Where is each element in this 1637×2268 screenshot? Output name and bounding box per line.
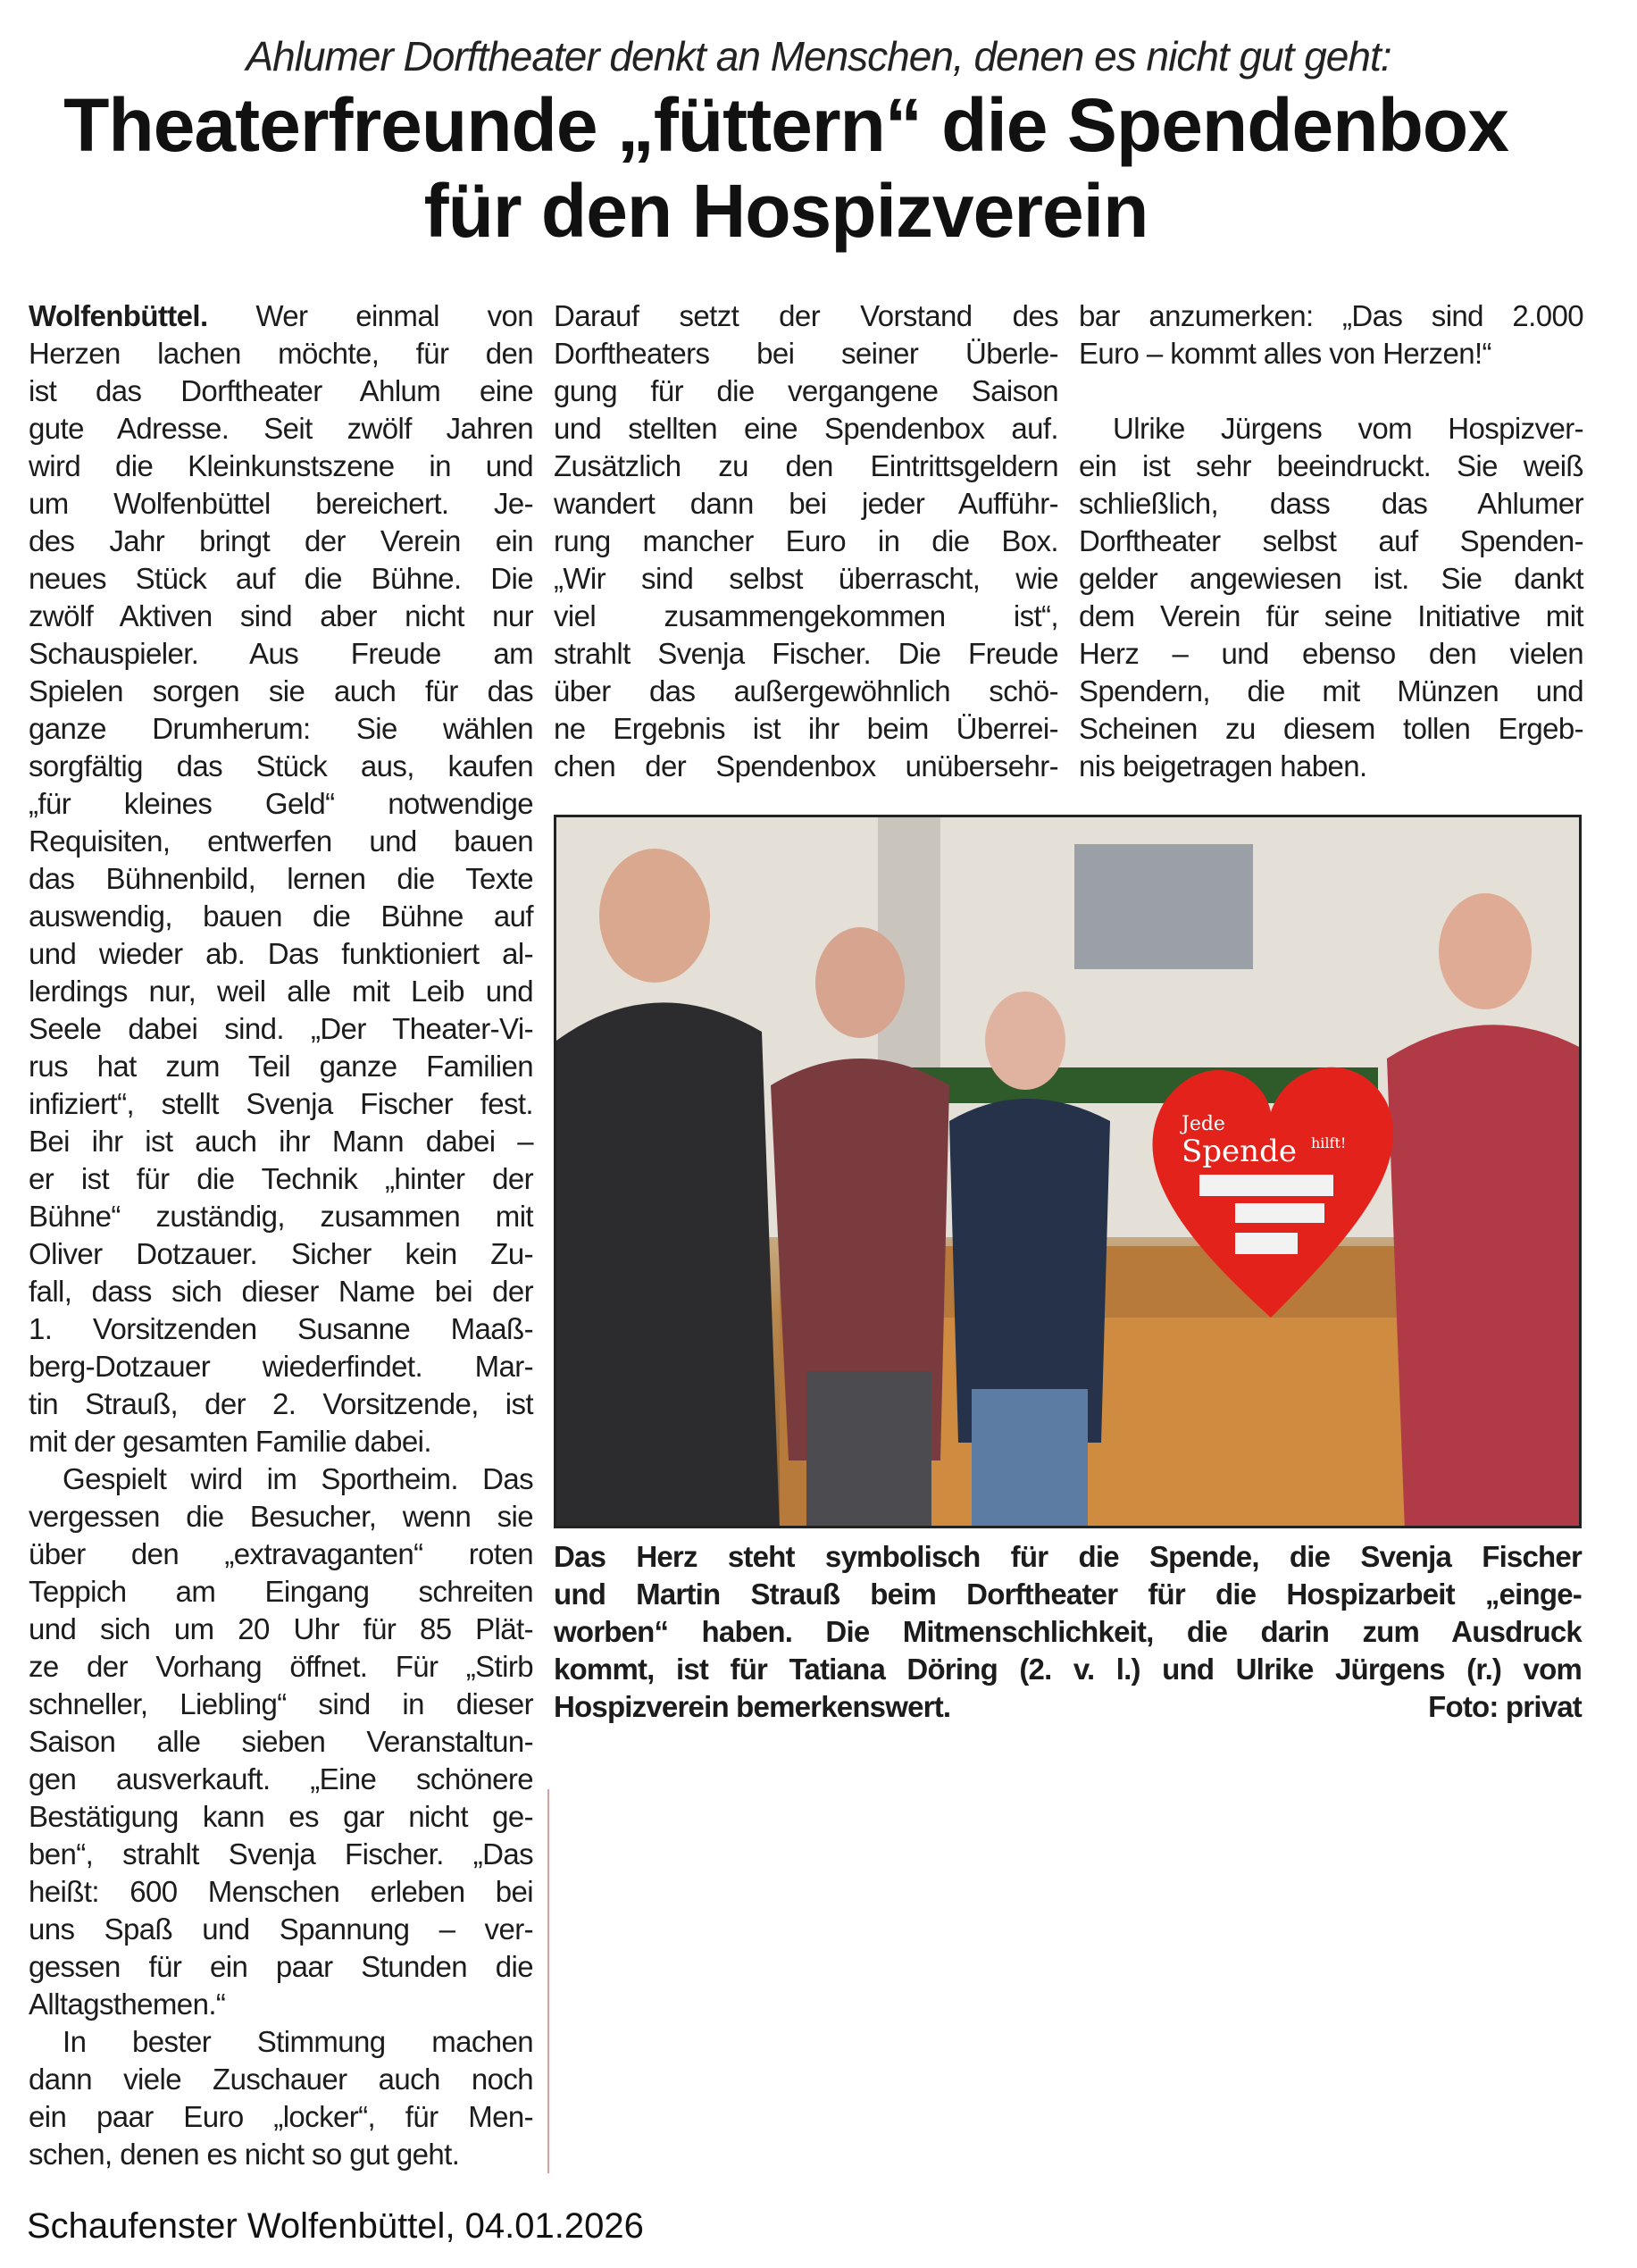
article-text-line: schließlich, dass das Ahlumer — [1079, 487, 1583, 520]
article-text-line: er ist für die Technik „hinter der — [29, 1162, 533, 1195]
article-text-line: Alltagsthemen.“ — [29, 1988, 226, 2021]
article-text-line: Bei ihr ist auch ihr Mann dabei – — [29, 1125, 533, 1158]
article-text-line: dem Verein für seine Initiative mit — [1079, 599, 1583, 632]
article-text-line: Dorftheaters bei seiner Überle- — [554, 337, 1058, 370]
source-footer: Schaufenster Wolfenbüttel, 04.01.2026 — [27, 2206, 644, 2246]
caption-line: kommt, ist für Tatiana Döring (2. v. l.) und Ulrike Jürgens (r.) vom — [554, 1653, 1582, 1686]
wall-painting — [1074, 844, 1253, 969]
article-text-line: sorgfältig das Stück aus, kaufen — [29, 749, 533, 783]
article-text-line: In bester Stimmung machen — [63, 2025, 533, 2058]
article-text-line: Teppich am Eingang schreiten — [29, 1575, 533, 1608]
article-text-line — [29, 297, 533, 335]
article-text-line: viel zusammengekommen ist“, — [554, 599, 1058, 632]
article-text-line: neues Stück auf die Bühne. Die — [29, 562, 533, 595]
dateline: Wolfenbüttel. — [29, 299, 208, 332]
article-text-line: strahlt Svenja Fischer. Die Freude — [554, 637, 1058, 670]
article-text-line: des Jahr bringt der Verein ein — [29, 524, 533, 557]
caption-line: worben“ haben. Die Mitmenschlichkeit, die darin zum Ausdruck — [554, 1615, 1582, 1648]
article-text-line: lerdings nur, weil alle mit Leib und — [29, 975, 533, 1008]
article-text-line: Scheinen zu diesem tollen Ergeb- — [1079, 712, 1583, 745]
column-rule — [547, 1789, 549, 2173]
article-text-line: „für kleines Geld“ notwendige — [29, 787, 533, 820]
kicker-headline: Ahlumer Dorftheater denkt an Menschen, denen es nicht gut geht: — [246, 33, 1391, 80]
article-text-line: ein ist sehr beeindruckt. Sie weiß — [1079, 449, 1583, 482]
article-text-line: Saison alle sieben Veranstaltun- — [29, 1725, 533, 1758]
article-text-line: nis beigetragen haben. — [1079, 749, 1367, 783]
heart-text: Spende — [1182, 1134, 1297, 1169]
article-text-line: und wieder ab. Das funktioniert al- — [29, 937, 533, 970]
article-text-line: auswendig, bauen die Bühne auf — [29, 900, 533, 933]
article-text-line: vergessen die Besucher, wenn sie — [29, 1500, 533, 1533]
article-column-2 — [554, 297, 1058, 785]
headline — [0, 82, 1572, 254]
article-column-1 — [29, 297, 533, 2173]
article-text-line: 1. Vorsitzenden Susanne Maaß- — [29, 1312, 533, 1345]
article-text-line: ist das Dorftheater Ahlum eine — [29, 374, 533, 407]
article-text-line: wandert dann bei jeder Aufführ- — [554, 487, 1058, 520]
text: Wer einmal von — [207, 299, 533, 332]
article-text-line: Euro – kommt alles von Herzen!“ — [1079, 337, 1491, 370]
article-text-line: Darauf setzt der Vorstand des — [554, 299, 1058, 332]
article-photo — [554, 815, 1582, 1528]
caption-text: Hospizverein bemerkenswert. — [554, 1690, 951, 1723]
article-text-line: schen, denen es nicht so gut geht. — [29, 2138, 460, 2171]
article-text-line: über das außergewöhnlich schö- — [554, 674, 1058, 707]
article-text-line: gelder angewiesen ist. Sie dankt — [1079, 562, 1583, 595]
article-text-line: um Wolfenbüttel bereichert. Je- — [29, 487, 533, 520]
article-text-line: heißt: 600 Menschen erleben bei — [29, 1875, 533, 1908]
headline-line: für den Hospizverein — [423, 169, 1148, 253]
caption-line: Das Herz steht symbolisch für die Spende, die Svenja Fischer — [554, 1540, 1582, 1573]
article-text-line: zwölf Aktiven sind aber nicht nur — [29, 599, 533, 632]
paragraph-gap — [1079, 372, 1583, 410]
article-text-line: und stellten eine Spendenbox auf. — [554, 412, 1058, 445]
photo-caption — [554, 1538, 1582, 1726]
article-text-line: bar anzumerken: „Das sind 2.000 — [1079, 299, 1583, 332]
photo-credit: Foto: privat — [1428, 1690, 1582, 1723]
article-text-line: wird die Kleinkunstszene in und — [29, 449, 533, 482]
headline-line: Theaterfreunde „füttern“ die Spendenbox — [63, 83, 1508, 167]
caption-line: und Martin Strauß beim Dorftheater für die Hospizarbeit „einge- — [554, 1578, 1582, 1611]
article-text-line: Spielen sorgen sie auch für das — [29, 674, 533, 707]
article-text-line: ben“, strahlt Svenja Fischer. „Das — [29, 1837, 533, 1870]
article-text-line: mit der gesamten Familie dabei. — [29, 1425, 431, 1458]
caption-line-last — [554, 1688, 1582, 1726]
heart-text: hilft! — [1311, 1134, 1347, 1151]
article-text-line: gung für die vergangene Saison — [554, 374, 1058, 407]
article-text-line: Zusätzlich zu den Eintrittsgeldern — [554, 449, 1058, 482]
article-text-line: Dorftheater selbst auf Spenden- — [1079, 524, 1583, 557]
article-text-line: fall, dass sich dieser Name bei der — [29, 1275, 533, 1308]
article-text-line: Herz – und ebenso den vielen — [1079, 637, 1583, 670]
heart-text: Jede — [1182, 1113, 1225, 1135]
article-text-line: Requisiten, entwerfen und bauen — [29, 824, 533, 858]
article-text-line: ne Ergebnis ist ihr beim Überrei- — [554, 712, 1058, 745]
article-text-line: ein paar Euro „locker“, für Men- — [29, 2100, 533, 2133]
article-column-3 — [1079, 297, 1583, 785]
article-text-line: schneller, Liebling“ sind in dieser — [29, 1687, 533, 1720]
article-text-line: dann viele Zuschauer auch noch — [29, 2063, 533, 2096]
article-text-line: ganze Drumherum: Sie wählen — [29, 712, 533, 745]
article-text-line: Spendern, die mit Münzen und — [1079, 674, 1583, 707]
article-text-line: rung mancher Euro in die Box. — [554, 524, 1058, 557]
article-text-line: das Bühnenbild, lernen die Texte — [29, 862, 533, 895]
article-text-line: Seele dabei sind. „Der Theater-Vi- — [29, 1012, 533, 1045]
photo-illustration — [556, 817, 1582, 1528]
article-text-line: gen ausverkauft. „Eine schönere — [29, 1762, 533, 1795]
article-text-line: berg-Dotzauer wiederfindet. Mar- — [29, 1350, 533, 1383]
article-text-line: tin Strauß, der 2. Vorsitzende, ist — [29, 1387, 533, 1420]
article-text-line: „Wir sind selbst überrascht, wie — [554, 562, 1058, 595]
article-text-line: infiziert“, stellt Svenja Fischer fest. — [29, 1087, 533, 1120]
article-text-line: Herzen lachen möchte, für den — [29, 337, 533, 370]
article-text-line: chen der Spendenbox unübersehr- — [554, 749, 1058, 783]
article-text-line: Bestätigung kann es gar nicht ge- — [29, 1800, 533, 1833]
article-text-line: ze der Vorhang öffnet. Für „Stirb — [29, 1650, 533, 1683]
article-text-line: uns Spaß und Spannung – ver- — [29, 1912, 533, 1946]
article-text-line: Oliver Dotzauer. Sicher kein Zu- — [29, 1237, 533, 1270]
article-text-line: Schauspieler. Aus Freude am — [29, 637, 533, 670]
article-text-line: Bühne“ zuständig, zusammen mit — [29, 1200, 533, 1233]
article-text-line: rus hat zum Teil ganze Familien — [29, 1050, 533, 1083]
article-text-line: gute Adresse. Seit zwölf Jahren — [29, 412, 533, 445]
article-text-line: gessen für ein paar Stunden die — [29, 1950, 533, 1983]
article-text-line: und sich um 20 Uhr für 85 Plät- — [29, 1612, 533, 1645]
article-text-line: Gespielt wird im Sportheim. Das — [63, 1462, 533, 1495]
article-text-line: über den „extravaganten“ roten — [29, 1537, 533, 1570]
article-text-line: Ulrike Jürgens vom Hospizver- — [1113, 412, 1583, 445]
